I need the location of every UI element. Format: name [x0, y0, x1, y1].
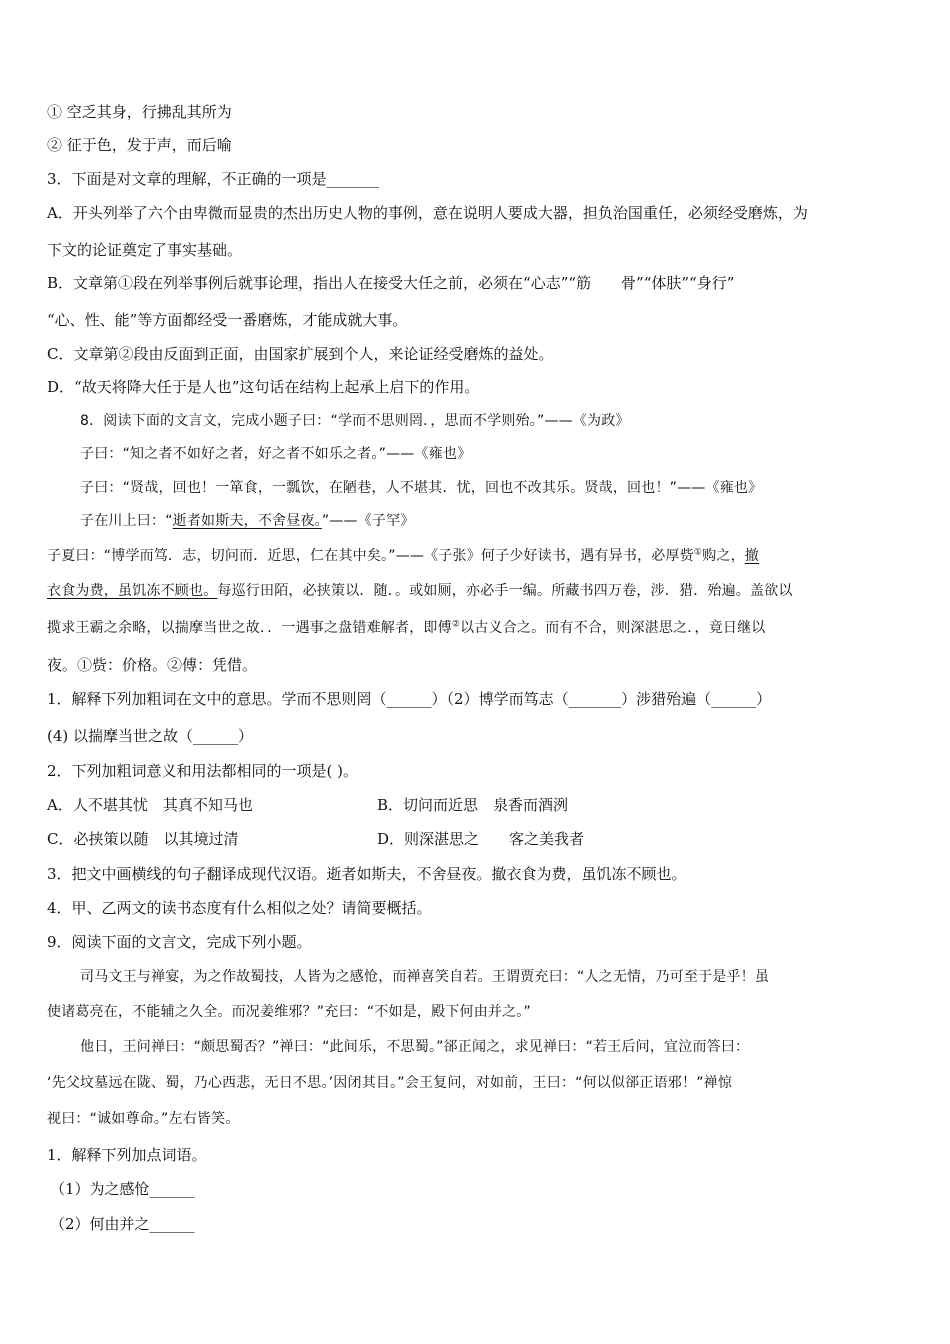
q8-footnote-mark-2: ②	[451, 619, 461, 630]
q7-option-d: D．“故天将降大任于是人也”这句话在结构上起承上启下的作用。	[47, 378, 480, 396]
q9-passage-p2-line2: ‘先父坟墓远在陇、蜀，乃心西悲，无日不思。’因闭其目。”会王复问，对如前，王曰：“何以似郤正语邪！”禅惊	[47, 1075, 733, 1091]
q8-footnotes: 夜。①赀：价格。②傅：凭借。	[47, 656, 258, 674]
q7-item-1: ① 空乏其身，行拂乱其所为	[47, 103, 232, 121]
q8-passage-line1-post: 购之，	[702, 548, 745, 564]
q8-sub2-row2	[47, 829, 906, 849]
q7-option-b-line2: “心、性、能”等方面都经受一番磨炼，才能成就大事。	[47, 311, 408, 329]
q8-passage-line1-text: 子夏曰：“博学而笃．志，切问而．近思，仁在其中矣。”——《子张》何子少好读书，遇有异书，必厚赀	[47, 548, 694, 564]
q8-passage-line2-underlined: 衣食为费，虽饥冻不顾也。	[47, 583, 218, 599]
q7-option-a-line2: 下文的论证奠定了事实基础。	[47, 241, 243, 259]
q9-sub1-stem: 1．解释下列加点词语。	[47, 1146, 207, 1164]
q9-passage-p2-line1: 他日，王问禅曰：“颇思蜀否？”禅曰：“此间乐，不思蜀。”郤正闻之，求见禅曰：“若王后问，宜泣而答曰：	[80, 1039, 750, 1055]
q8-sub1-line1: 1．解释下列加粗词在文中的意思。学而不思则罔（______）（2）博学而笃志（_______）涉猎殆遍（______）	[47, 690, 772, 708]
q8-sub4: 4．甲、乙两文的读书态度有什么相似之处？请简要概括。	[47, 899, 432, 917]
q9-stem: 9．阅读下面的文言文，完成下列小题。	[47, 933, 312, 951]
q8-sub2-option-c: C．必挟策以随 以其境过清	[47, 830, 239, 848]
q8-quote-3: 子曰：“贤哉，回也！一箪食，一瓢饮，在陋巷，人不堪其．忧，回也不改其乐。贤哉，回也！”——《雍也》	[80, 480, 763, 496]
q8-quote-2: 子曰：“知之者不如好之者，好之者不如乐之者。”——《雍也》	[80, 446, 472, 462]
q7-item-2: ② 征于色，发于声，而后喻	[47, 136, 232, 154]
q8-passage-line2	[47, 581, 906, 601]
q8-passage-line3-text: 揽求王霸之余略，以揣摩当世之故．．一遇事之盘错难解者，即傅	[47, 620, 452, 636]
q8-sub2-row1	[47, 795, 906, 815]
q9-passage-p2-line3: 视曰：“诚如尊命。”左右皆笑。	[47, 1111, 240, 1127]
q8-sub2-option-a: A．人不堪其忧 其真不知马也	[47, 796, 253, 814]
q8-footnote-mark-1: ①	[693, 547, 703, 558]
q8-passage-line1	[47, 546, 906, 566]
q8-quote-4	[80, 511, 906, 531]
q8-passage-line3	[47, 618, 906, 638]
q8-quote-4-pre: 子在川上曰：“	[80, 513, 173, 529]
q8-intro: 8．阅读下面的文言文，完成小题子曰：“学而不思则罔．，思而不学则殆。”——《为政》	[80, 413, 630, 429]
q8-passage-line2-post: 每巡行田陌，必挟策以．随．。或如厕，亦必手一编。所藏书四万卷，涉．猎．殆遍。盖欲以	[217, 583, 793, 599]
q7-option-a-line1: A．开头列举了六个由卑微而显贵的杰出历史人物的事例，意在说明人要成大器，担负治国重任，必须经受磨炼，为	[47, 204, 808, 222]
q8-quote-4-post: ”——《子罕》	[321, 513, 415, 529]
q7-option-b-line1: B．文章第①段在列举事例后就事论理，指出人在接受大任之前，必须在“心志”“筋 骨”“体肤”“身行”	[47, 274, 735, 292]
q8-passage-line3-post: 以古义合之。而有不合，则深湛思之．，竟日继以	[460, 620, 766, 636]
q8-quote-4-underlined: 逝者如斯夫，不舍昼夜。	[172, 513, 322, 529]
q9-sub1-item-2: （2）何由并之______	[50, 1215, 195, 1233]
q8-sub1-line2: (4) 以揣摩当世之故（______）	[47, 727, 254, 745]
q9-sub1-item-1: （1）为之感怆______	[50, 1180, 195, 1198]
q8-passage-line1-underlined: 撤	[744, 548, 759, 564]
q8-sub2-option-d: D．则深湛思之 客之美我者	[377, 830, 585, 848]
q9-passage-p1-line2: 使诸葛亮在，不能辅之久全。而况姜维邪？”充曰：“不如是，殿下何由并之。”	[47, 1004, 531, 1020]
q9-passage-p1-line1: 司马文王与禅宴，为之作故蜀技，人皆为之感怆，而禅喜笑自若。王谓贾充曰：“人之无情，乃可至于是乎！虽	[80, 969, 770, 985]
q7-sub3-stem: 3．下面是对文章的理解，不正确的一项是_______	[47, 170, 380, 188]
q7-option-c: C．文章第②段由反面到正面，由国家扩展到个人，来论证经受磨炼的益处。	[47, 345, 554, 363]
q8-sub3: 3．把文中画横线的句子翻译成现代汉语。逝者如斯夫，不舍昼夜。撤衣食为费，虽饥冻不顾也。	[47, 865, 687, 883]
q8-sub2-stem: 2．下列加粗词意义和用法都相同的一项是( )。	[47, 762, 359, 780]
q8-sub2-option-b: B．切问而近思 泉香而酒洌	[377, 796, 569, 814]
